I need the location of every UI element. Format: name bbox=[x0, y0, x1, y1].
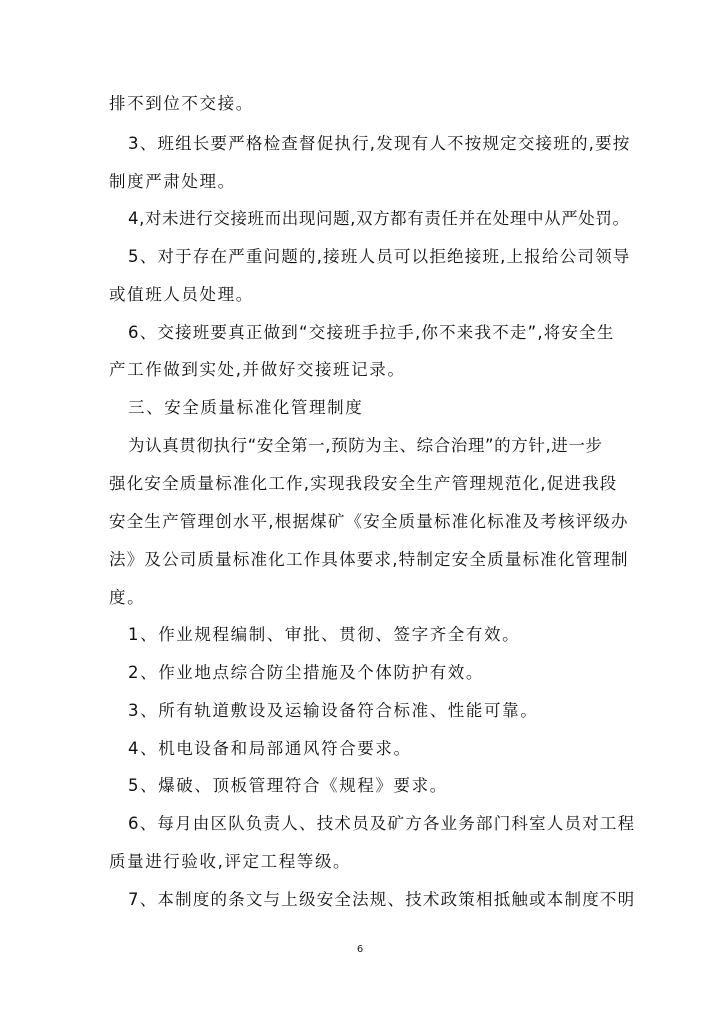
paragraph-line: 5、爆破、顶板管理符合《规程》要求。 bbox=[128, 776, 448, 795]
paragraph-line: 强化安全质量标准化工作,实现我段安全生产管理规范化,促进我段 bbox=[109, 474, 618, 493]
page-number: 6 bbox=[356, 944, 364, 955]
paragraph-line: 质量进行验收,评定工程等级。 bbox=[109, 852, 352, 871]
paragraph-line: 3、所有轨道敷设及运输设备符合标准、性能可靠。 bbox=[128, 701, 539, 720]
paragraph-line: 5、对于存在严重问题的,接班人员可以拒绝接班,上报给公司领导 bbox=[128, 247, 631, 266]
paragraph-line: 1、作业规程编制、审批、贯彻、签字齐全有效。 bbox=[128, 625, 521, 644]
paragraph-line: 度。 bbox=[109, 588, 146, 607]
paragraph-line: 4,对未进行交接班而出现问题,双方都有责任并在处理中从严处罚。 bbox=[128, 209, 630, 228]
paragraph-line: 安全生产管理创水平,根据煤矿《安全质量标准化标准及考核评级办 bbox=[109, 512, 629, 531]
paragraph-line: 为认真贯彻执行“安全第一,预防为主、综合治理”的方针,进一步 bbox=[128, 436, 603, 455]
paragraph-line: 2、作业地点综合防尘措施及个体防护有效。 bbox=[128, 663, 484, 682]
section-heading: 三、安全质量标准化管理制度 bbox=[128, 398, 364, 417]
paragraph-line: 法》及公司质量标准化工作具体要求,特制定安全质量标准化管理制 bbox=[109, 550, 629, 569]
paragraph-line: 或值班人员处理。 bbox=[109, 285, 254, 304]
paragraph-line: 制度严肃处理。 bbox=[109, 172, 236, 191]
paragraph-line: 4、机电设备和局部通风符合要求。 bbox=[128, 739, 412, 758]
paragraph-line: 排不到位不交接。 bbox=[109, 94, 254, 113]
paragraph-line: 6、交接班要真正做到“交接班手拉手,你不来我不走”,将安全生 bbox=[128, 323, 615, 342]
paragraph-line: 7、本制度的条文与上级安全法规、技术政策相抵触或本制度不明 bbox=[128, 890, 636, 909]
paragraph-line: 产工作做到实处,并做好交接班记录。 bbox=[109, 360, 406, 379]
paragraph-line: 3、班组长要严格检查督促执行,发现有人不按规定交接班的,要按 bbox=[128, 134, 631, 153]
paragraph-line: 6、每月由区队负责人、技术员及矿方各业务部门科室人员对工程 bbox=[128, 814, 636, 833]
